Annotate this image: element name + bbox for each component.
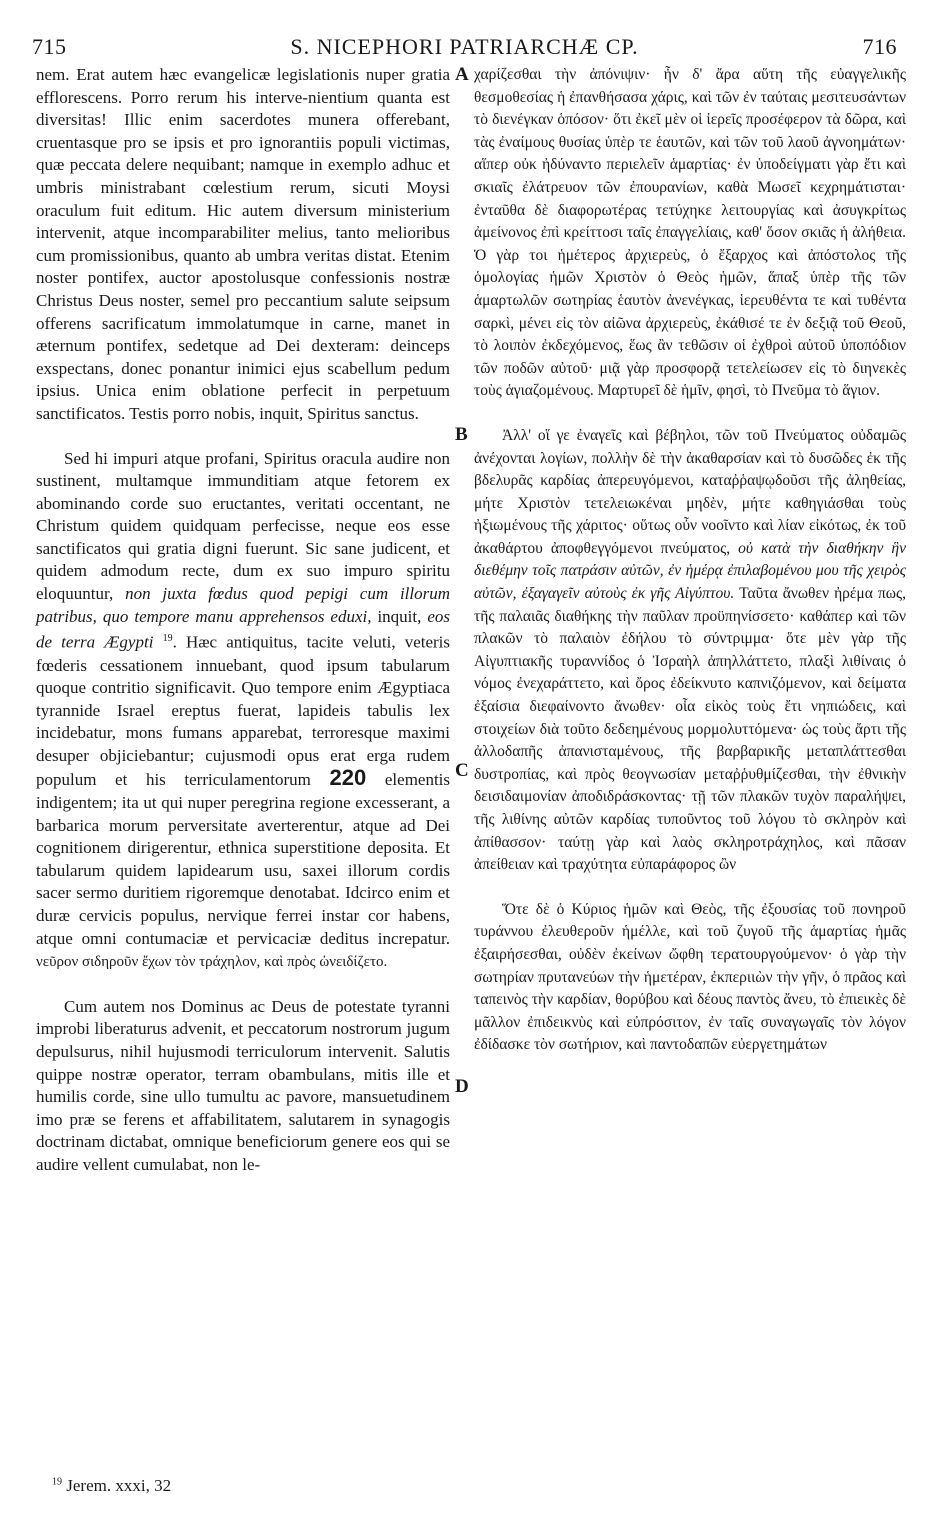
latin-p2-text-c: . Hæc antiquitus, tacite veluti, veteris fœderis cessationem innuebant, quod ipsum tabularum quoque contritio significavit. Quo tempore enim Ægyptiaca tyrannide Israel ereptus fuerat, lapideis tabulis lex incidebatur, mons fumans apparebat, terroresque maximi desuper objiciebantur; cujusmodi opus erat erga rudem populum et his terriculamentorum [36, 632, 451, 790]
latin-p2-text-d: elementis indigentem; ita ut qui nuper peregrina regione excesserant, a barbarica morum perversitate averterentur, atque ad Dei cognitionem dirigerentur, ethnica superstitione deposita. Et tabularum quidem lapidearum usu, saxei illorum cordis sacer sermo duritiem rigoremque denotabat. Idcirco enim et duræ cervicis populus, nervique ferrei instar cor habens, atque omni contumaciæ et pervicaciæ deditus increpatur. [36, 770, 451, 948]
latin-paragraph-2 [36, 448, 450, 974]
greek-paragraph-1: χαρίζεσθαι τὴν ἀπόνιψιν· ἦν δ' ἄρα αὕτη τῆς εὐαγγελικῆς θεσμοθεσίας ἡ ἐπανθήσασα χάρις, καὶ τῶν ἐν ταύταις μεσιτευσάντων τὸ διενέγκαν ὁπόσον· ὅτι ἐκεῖ μὲν οἱ ἱερεῖς προσέφερον τὰ δῶρα, καὶ τὰς ἐναίμους θυσίας ὑπὲρ τε ἑαυτῶν, καὶ τῶν τοῦ λαοῦ ἀγνοημάτων· αἵπερ οὐκ ἠδύναντο περιελεῖν ἁμαρτίας· ἐν ὑποδείγματι γὰρ ἔτι καὶ σκιαῖς ἐλάτρευον τῶν ἐπουρανίων, καθὰ Μωσεῖ κεχρημάτισται· ἐνταῦθα δὲ διαφορωτέρας τετύχηκε λειτουργίας καὶ ἀσυγκρίτως ἀμείνονος ἐπὶ κρείττοσι ταῖς ἐπαγγελίαις, καθ' ὅσον σκιᾶς ἡ ἀλήθεια. Ὁ γὰρ τοι ἡμέτερος ἀρχιερεὺς, ὁ ἔξαρχος καὶ ἀπόστολος τῆς ὁμολογίας ἡμῶν Χριστὸν ὁ Θεὸς ἡμῶν, ἅπαξ ὑπὲρ τῆς τῶν ἁμαρτωλῶν σωτηρίας ἑαυτὸν ἀνενέγκας, ἱερευθέντα τε καὶ τυθέντα σαρκὶ, μένει εἰς τὸν αἰῶνα ἀρχιερεὺς, ἐκάθισέ τε ἐν δεξιᾷ τοῦ Θεοῦ, τὸ λοιπὸν ἐκδεχόμενος, ἕως ἂν τεθῶσιν οἱ ἐχθροὶ αὐτοῦ ὑποπόδιον τῶν ποδῶν αὐτοῦ· μιᾷ γὰρ προσφορᾷ τετελείωσεν εἰς τὸ διηνεκὲς τοὺς ἁγιαζομένους. Μαρτυρεῖ δὲ ἡμῖν, φησὶ, τὸ Πνεῦμα τὸ ἅγιον. [474, 66, 906, 400]
latin-paragraph-1: nem. Erat autem hæc evangelicæ legislationis nuper gratia efflorescens. Porro rerum his interve-nientium quanta est diversitas! Illic enim sacerdotes munera offerebant, cruentasque pro se ipsis et pro ignorantiis populi victimas, quæ peccata delere nequibant; namque in exemplo adhuc et umbris ministrabant cœlestium rerum, sicuti Moysi oraculum fuit editum. Hic autem diversum ministerium intervenit, atque incomparabiliter melius, tanto melioribus cum promissionibus, quanto ab umbra veritas distat. Etenim noster pontifex, auctor apostolusque confessionis nostræ Christus Deus noster, semel pro peccantium salute seipsum offerens sacrificatum immolatumque in carne, manet in æternum pontifex, sedetque ad Dei dexteram: deinceps exspectans, donec ponantur inimici ejus scabellum pedum ipsius. Unica enim oblatione perfecit in perpetuum sanctificatos. Testis porro nobis, inquit, Spiritus sanctus. [36, 65, 450, 423]
page-number-left: 715 [32, 34, 67, 59]
latin-p2-text-b: inquit, [377, 606, 422, 626]
margin-letter-c: C [455, 760, 469, 781]
greek-paragraph-3: Ὅτε δὲ ὁ Κύριος ἡμῶν καὶ Θεὸς, τῆς ἐξουσίας τοῦ πονηροῦ τυράννου ἐλευθεροῦν ἡμέλλε, καὶ τοῦ ζυγοῦ τῆς ἁμαρτίας ἡμᾶς ἐξαιρήσεσθαι, οὐδὲν ἐκείνων ὤφθη τερατουργούμενον· ὁ γὰρ τὴν σωτηρίαν πρυτανεύων τὴν ἡμετέραν, ἐκπεριιὼν τὴν γῆν, ὁ πρᾶος καὶ ταπεινὸς τὴν καρδίαν, θορύβου καὶ δέους παντὸς ἄνευ, τὸ ἐπιεικὲς δὲ μᾶλλον ἐπιδεικνὺς καὶ εὐπρόσιτον, ἐν ταῖς συναγωγαῖς τὸν λόγον ἐδίδασκε τὸν σωτήριον, καὶ παντοδαπῶν εὐεργετημάτων [474, 900, 906, 1054]
edition-page-mark: 220 [329, 765, 367, 791]
margin-letter-b: B [455, 424, 468, 445]
footnote-number: 19 [52, 1476, 62, 1488]
footnote-ref: 19 [162, 633, 173, 645]
running-header [32, 34, 897, 62]
latin-p2-greek-line: νεῦρον σιδηροῦν ἔχων τὸν τράχηλον, καὶ πρὸς ὠνειδίζετο. [36, 954, 388, 971]
margin-letter-a: A [455, 64, 469, 85]
latin-p2-quote: non juxta fœdus quod pepigi cum illorum patribus, quo tempore manu apprehensos eduxi, [36, 584, 451, 626]
latin-column [36, 64, 450, 1177]
latin-p2-quote-2: eos de terra Ægypti [36, 606, 451, 652]
greek-p2-text-a: Ἀλλ' οἵ γε ἐναγεῖς καὶ βέβηλοι, τῶν τοῦ Πνεύματος οὐδαμῶς ἀνέχονται λογίων, πολλὴν δὲ τὴν ἀκαθαρσίαν καὶ τὸ δυσῶδες ἐκ τῆς βδελυρᾶς καρδίας ἀπερευγόμενοι, καταῤῥαψῳδοῦσι τῆς ἀληθείας, μήτε Χριστὸν τετελειωκέναι μηδὲν, μήτε καθηγιάσθαι τοὺς ἠξιωμένους τῆς χάριτος· οὕτως οὖν νοοῖντο καὶ λίαν εἰκότως, ἐκ τοῦ ἀκαθάρτου ἀποφθεγγόμενοι πνεύματος, [474, 426, 906, 557]
latin-paragraph-3: Cum autem nos Dominus ac Deus de potestate tyranni improbi liberaturus advenit, et peccatorum nostrorum jugum depulsurus, nihil hujusmodi terriculorum intervenit. Salutis quippe nostræ operator, terram obambulans, mitis ille et humilis corde, sine ullo tumultu ac pavore, mansuetudinem imo præ se ferens et affabilitatem, salutarem in synagogis doctrinam dictabat, omnique beneficiorum genere eos qui se audire vellent cumulabat, non le- [36, 996, 450, 1174]
page-number-right: 716 [862, 34, 897, 59]
footnote-text: Jerem. xxxi, 32 [66, 1476, 172, 1495]
margin-letter-d: D [455, 1076, 469, 1097]
greek-p2-text-b: Ταῦτα ἄνωθεν ἠρέμα πως, τῆς παλαιᾶς διαθήκης τὴν παῦλαν προϋπηνίσσετο· καθάπερ καὶ τῶν πλακῶν τὸ παλαιὸν ἐδήλου τὸ σύντριμμα· ὅτε μὲν γὰρ τῆς Αἰγυπτιακῆς τυραννίδος ὁ Ἰσραὴλ ἀπηλλάττετο, πλαξὶ λιθίναις ὁ νόμος ἐνεχαράττετο, καὶ ὄρος ἐδείκνυτο καπνιζόμενον, καὶ δείματα ἐξαίσια διεφαίνοντο ἄνωθεν· οἷα εἰκὸς τοὺς ἔτι νηπιώδεις, καὶ στοιχείων διὰ τοῦτο δεδεημένους μορμολυττόμενα· ὡς τοὺς ἄρτι τῆς ἀλλοδαπῆς ἀπανισταμένους, τῆς βαρβαρικῆς μεταπλάττεσθαι δυστροπίας, καὶ πρὸς θεογνωσίαν μεταῤῥυθμίζεσθαι, τὴν ἐθνικὴν δεισιδαιμονίαν ἀποδιδράσκοντας· τῇ τῶν πλακῶν τυχὸν παραλήψει, τῆς λιθίνης αὐτῶν καρδίας τυποῦντος τοῦ λόγου τὸ σκληρὸν καὶ ἀπίθασσον· ταύτῃ γὰρ καὶ λαὸς σκληροτράχηλος, καὶ πᾶσαν ἀπείθειαν καὶ τραχύτητα εὐπαράφορος ὢν [474, 585, 906, 874]
running-title: S. NICEPHORI PATRIARCHÆ CP. [290, 34, 639, 59]
footnote [52, 1476, 171, 1496]
latin-p2-text-a: Sed hi impuri atque profani, Spiritus oracula audire non sustinent, multamque immunditiam atque fetorem ex abominando corde suo eructantes, veritati occentant, ne Christum quidem quidquam perfecisse, neque eos esse sanctificatos qui gratia digni fuerunt. Sic sane judicent, et quidem admodum recte, dum ex suo impuro spiritu eloquuntur, [36, 448, 450, 604]
greek-column [474, 64, 906, 1057]
greek-p2-quote: οὐ κατὰ τὴν διαθήκην ἣν διεθέμην τοῖς πατράσιν αὐτῶν, ἐν ἡμέρᾳ ἐπιλαβομένου μου τῆς χειρὸς αὐτῶν, ἐξαγαγεῖν αὐτοὺς ἐκ γῆς Αἰγύπτου. [474, 539, 906, 603]
greek-paragraph-2 [474, 425, 906, 877]
